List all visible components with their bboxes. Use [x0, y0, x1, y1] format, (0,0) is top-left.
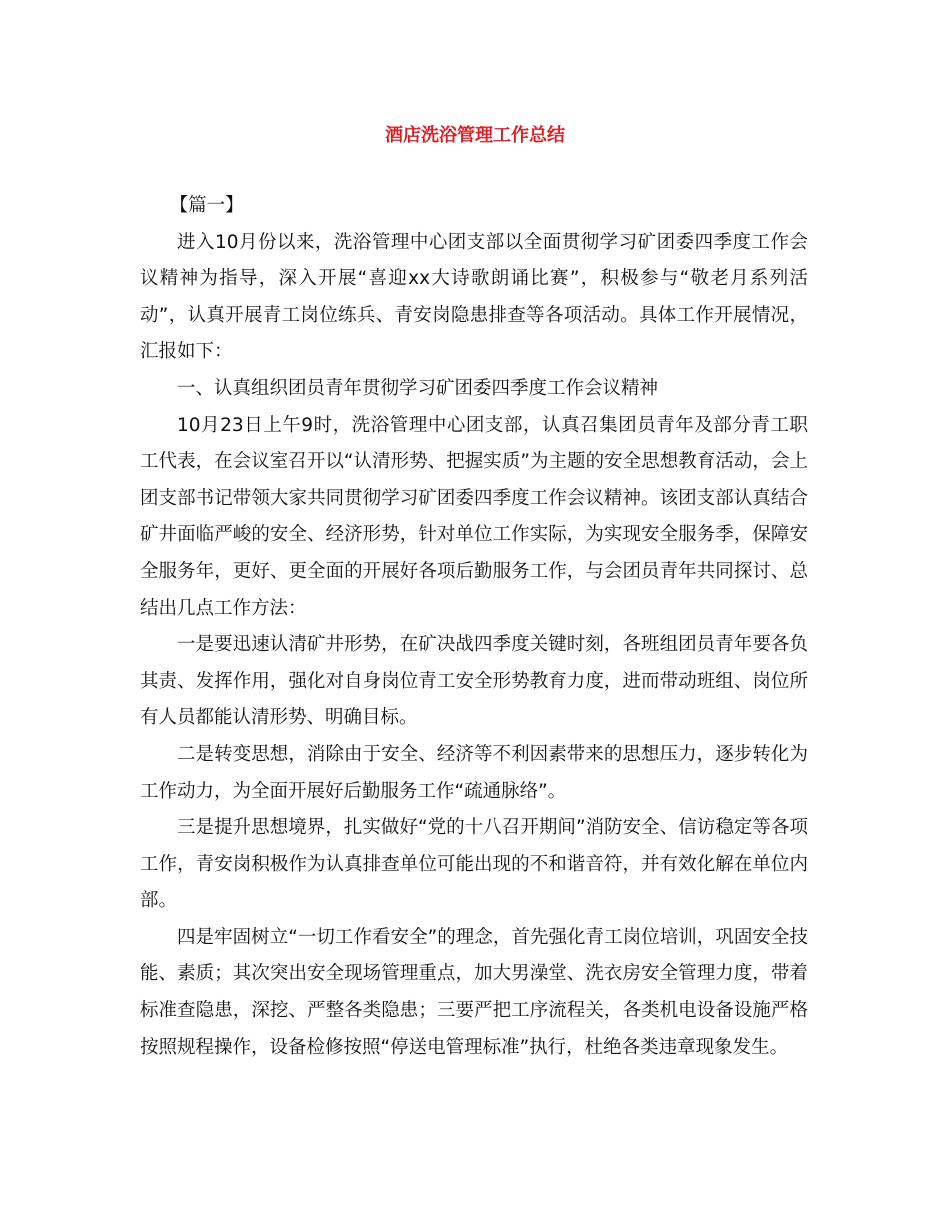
document-body	[140, 188, 808, 1066]
paragraph-point-1: 一是要迅速认清矿井形势，在矿决战四季度关键时刻，各班组团员青年要各负其责、发挥作用，强化对自身岗位青工安全形势教育力度，进而带动班组、岗位所有人员都能认清形势、明确目标。	[140, 634, 808, 729]
paragraph-point-4: 四是牢固树立“一切工作看安全”的理念，首先强化青工岗位培训，巩固安全技能、素质；其次突出安全现场管理重点，加大男澡堂、洗衣房安全管理力度，带着标准查隐患，深挖、严整各类隐患；三要严把工序流程关，各类机电设备设施严格按照规程操作，设备检修按照“停送电管理标准”执行，杜绝各类违章现象发生。	[140, 926, 808, 1058]
paragraph-meeting: 10月23日上午9时，洗浴管理中心团支部，认真召集团员青年及部分青工职工代表，在会议室召开以“认清形势、把握实质”为主题的安全思想教育活动，会上团支部书记带领大家共同贯彻学习矿团委四季度工作会议精神。该团支部认真结合矿井面临严峻的安全、经济形势，针对单位工作实际，为实现安全服务季，保障安全服务年，更好、更全面的开展好各项后勤服务工作，与会团员青年共同探讨、总结出几点工作方法：	[140, 414, 808, 619]
section-heading-1: 一、认真组织团员青年贯彻学习矿团委四季度工作会议精神	[177, 377, 659, 399]
document-title: 酒店洗浴管理工作总结	[385, 125, 565, 146]
paragraph-point-2: 二是转变思想，消除由于安全、经济等不利因素带来的思想压力，逐步转化为工作动力，为全面开展好后勤服务工作“疏通脉络”。	[140, 743, 808, 802]
paragraph-point-3: 三是提升思想境界，扎实做好“党的十八召开期间”消防安全、信访稳定等各项工作，青安岗积极作为认真排查单位可能出现的不和谐音符，并有效化解在单位内部。	[140, 817, 808, 912]
section-label: 【篇一】	[169, 195, 244, 216]
paragraph-intro: 进入10月份以来，洗浴管理中心团支部以全面贯彻学习矿团委四季度工作会议精神为指导，深入开展“喜迎xx大诗歌朗诵比赛”，积极参与“敬老月系列活动”，认真开展青工岗位练兵、青安岗隐患排查等各项活动。具体工作开展情况，汇报如下：	[140, 231, 808, 363]
